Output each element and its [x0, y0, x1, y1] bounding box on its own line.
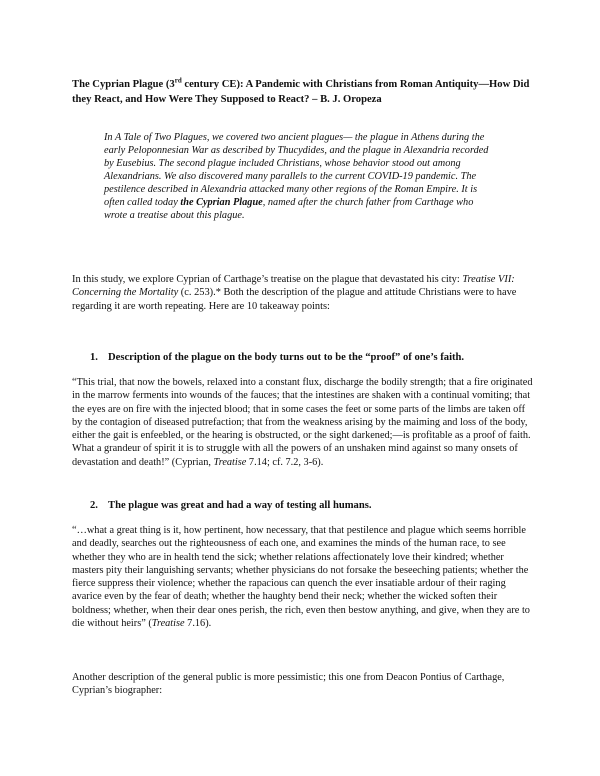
document-title: The Cyprian Plague (3rd century CE): A Pandemic with Christians from Roman Antiquity—How Did they React, and How Were They Supposed to React? – B. J. Oropeza [72, 76, 530, 105]
point-2-quote: “…what a great thing is it, how pertinent, how necessary, that that pestilence and plague which seems horrible and deadly, searches out the righteousness of each one, and examines the minds of the human race, to see whether they who are in health tend the sick; whether relations affectionately love their kindred; whether masters pity their languishing servants; whether physicians do not forsake the beseeching patients; whether the fierce suppress their violence; whether the rapacious can quench the ever insatiable ardour of their raging avarice even by the fear of death; whether the haughty bend their neck; whether the wicked soften their boldness; whether, when their dear ones perish, the rich, even then bestow anything, and give, when they are to die without heirs” (Treatise 7.16). [72, 525, 530, 630]
summary-paragraph: In A Tale of Two Plagues, we covered two ancient plagues— the plague in Athens during the early Peloponnesian War as described by Thucydides, and the plague in Alexandria recorded by Eusebius. The second plague included Christians, whose behavior stood out among Alexandrians. We also discovered many parallels to the current COVID-19 pandemic. The pestilence described in Alexandria attacked many other regions of the Roman Empire. It is often called today the Cyprian Plague, named after the church father from Carthage who wrote a treatise about this plague. [104, 132, 489, 221]
closing-paragraph: Another description of the general public is more pessimistic; this one from Deacon Pontius of Carthage, Cyprian’s biographer: [72, 672, 505, 697]
point-2-heading: 2. The plague was great and had a way of testing all humans. [90, 500, 372, 511]
point-1-quote: “This trial, that now the bowels, relaxed into a constant flux, discharge the bodily strength; that a fire originated in the marrow ferments into wounds of the fauces; that the intestines are shaken with a continual vomiting; that the eyes are on fire with the injected blood; that in some cases the feet or some parts of the limbs are taken off by the contagion of diseased putrefaction; that from the weakness arising by the maiming and loss of the body, either the gait is enfeebled, or the hearing is obstructed, or the sight darkened;—is profitable as a proof of faith. What a grandeur of spirit it is to struggle with all the powers of an unshaken mind against so many onsets of devastation and death!” (Cyprian, Treatise 7.14; cf. 7.2, 3-6). [72, 377, 533, 468]
treatise-title: Treatise VII: Concerning the Mortality [72, 274, 515, 299]
cyprian-plague-term: the Cyprian Plague [180, 197, 263, 208]
point-1-heading: 1. Description of the plague on the body turns out to be the “proof” of one’s faith. [90, 352, 465, 363]
intro-paragraph: In this study, we explore Cyprian of Carthage’s treatise on the plague that devastated his city: Treatise VII: Concerning the Mortality (c. 253).* Both the description of the plague and attitude Christians were to have regarding it are worth repeating. Here are 10 takeaway points: [72, 274, 517, 312]
